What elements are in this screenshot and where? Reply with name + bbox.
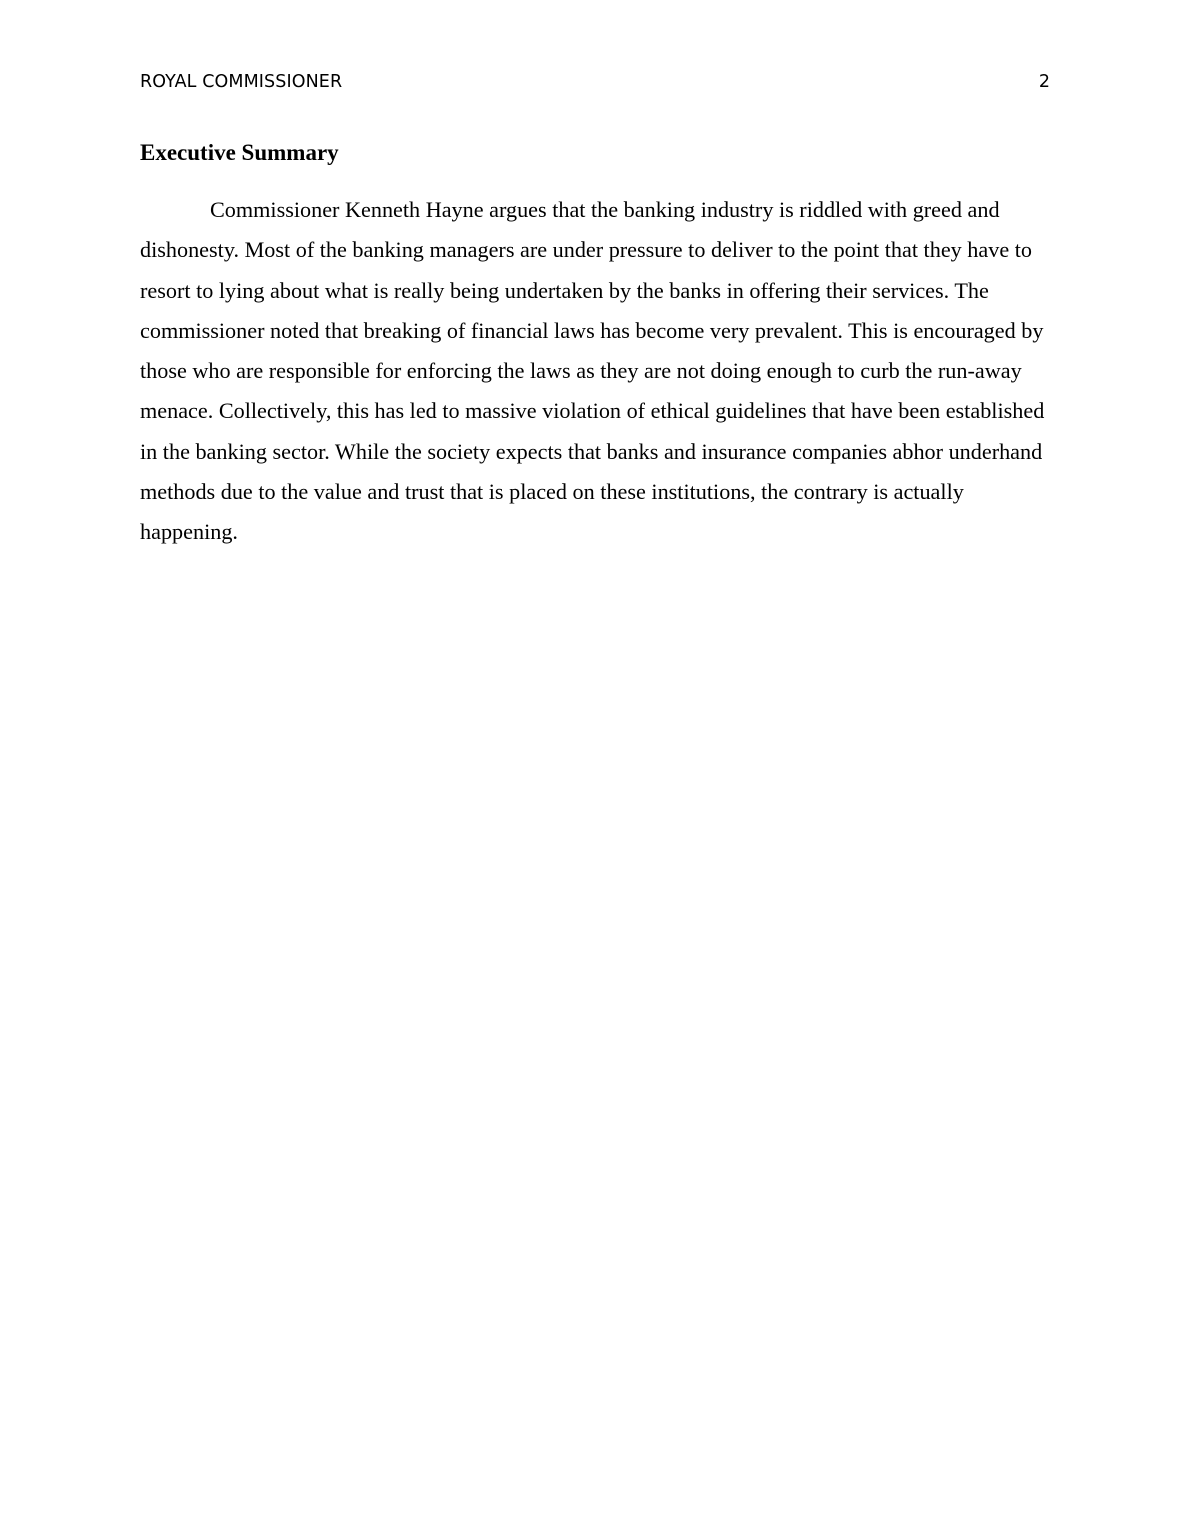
page-number: 2 <box>1038 72 1050 92</box>
body-paragraph: Commissioner Kenneth Hayne argues that the banking industry is riddled with greed and dishonesty. Most of the banking managers are under pressure to deliver to the point that they have to resort to lying about what is really being undertaken by the banks in offering their services. The commissioner noted that breaking of financial laws has become very prevalent. This is encouraged by those who are responsible for enforcing the laws as they are not doing enough to curb the run-away menace. Collectively, this has led to massive violation of ethical guidelines that have been established in the banking sector. While the society expects that banks and insurance companies abhor underhand methods due to the value and trust that is placed on these institutions, the contrary is actually happening. <box>140 197 1045 545</box>
running-head: ROYAL COMMISSIONER <box>140 72 343 92</box>
section-heading: Executive Summary <box>140 140 339 165</box>
